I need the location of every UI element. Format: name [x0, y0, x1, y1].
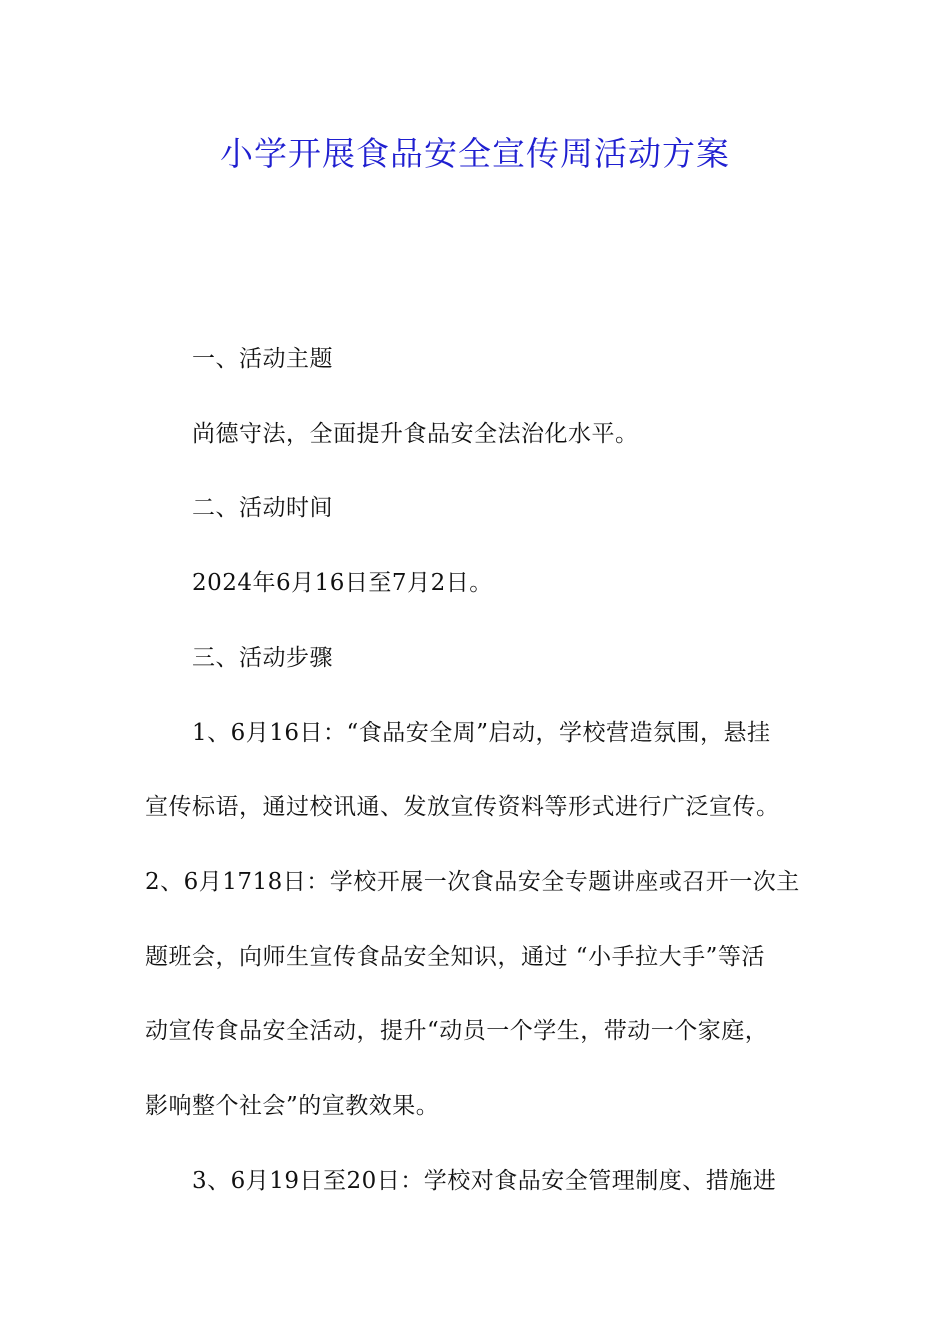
step-3-line-1: 3、6月19日至20日：学校对食品安全管理制度、措施进 [192, 1168, 777, 1194]
heading-time: 二、活动时间 [192, 495, 333, 521]
paragraph-time: 2024年6月16日至7月2日。 [192, 570, 493, 596]
step-2-line-4: 影响整个社会”的宣教效果。 [145, 1093, 440, 1119]
step-2-line-3: 动宣传食品安全活动，提升“动员一个学生，带动一个家庭， [145, 1018, 769, 1044]
step-2-line-2: 题班会，向师生宣传食品安全知识，通过 “小手拉大手”等活 [145, 944, 765, 970]
step-1-line-1: 1、6月16日：“食品安全周”启动，学校营造氛围，悬挂 [192, 720, 771, 746]
document-title: 小学开展食品安全宣传周活动方案 [220, 134, 730, 173]
paragraph-theme: 尚德守法，全面提升食品安全法治化水平。 [192, 421, 639, 447]
heading-steps: 三、活动步骤 [192, 645, 333, 671]
heading-theme: 一、活动主题 [192, 346, 333, 372]
step-1-line-2: 宣传标语，通过校讯通、发放宣传资料等形式进行广泛宣传。 [145, 794, 780, 820]
step-2-line-1: 2、6月1718日：学校开展一次食品安全专题讲座或召开一次主 [145, 869, 800, 895]
